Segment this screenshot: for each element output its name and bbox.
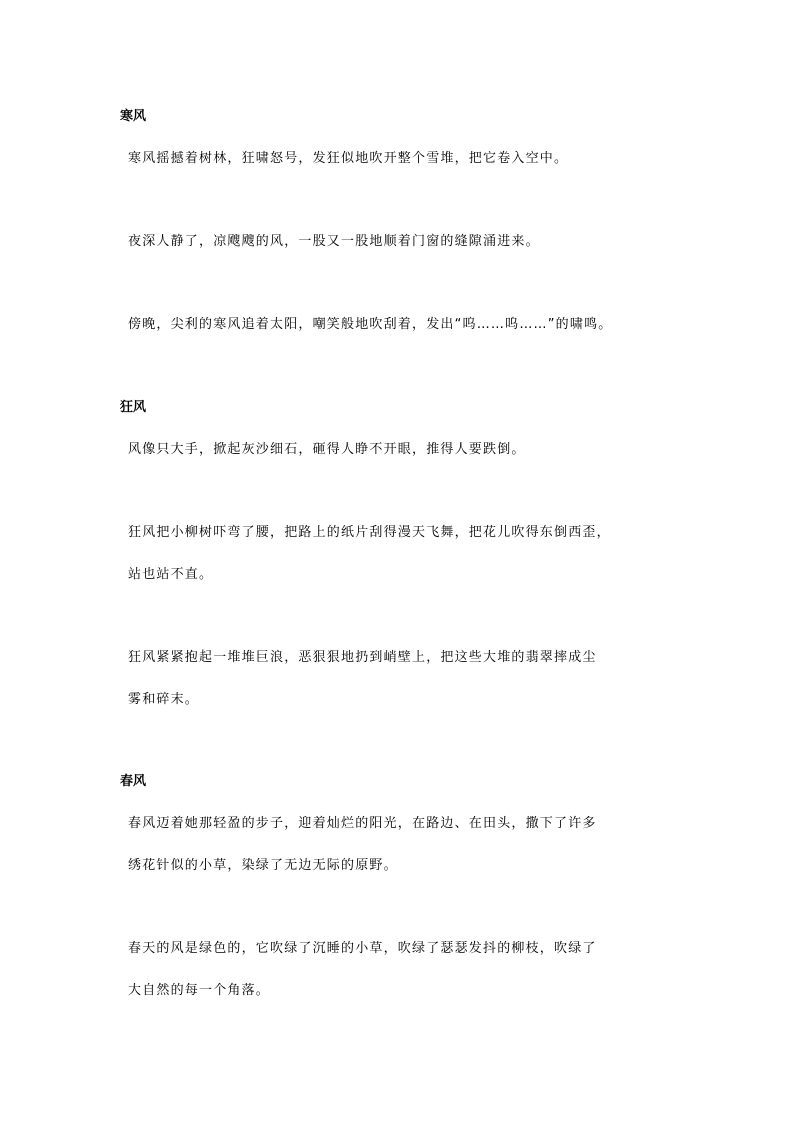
paragraph-line: 大自然的每一个角落。 (128, 983, 271, 998)
section-title-cold-wind: 寒风 (120, 109, 147, 124)
paragraph-line: 站也站不直。 (128, 567, 214, 582)
paragraph-line: 春风迈着她那轻盈的步子，迎着灿烂的阳光，在路边、在田头，撒下了许多 (128, 816, 597, 831)
paragraph-line: 风像只大手，掀起灰沙细石，砸得人睁不开眼，推得人要跌倒。 (128, 442, 526, 457)
paragraph-line: 狂风紧紧抱起一堆堆巨浪，恶狠狠地扔到峭壁上，把这些大堆的翡翠摔成尘 (128, 650, 597, 665)
section-title-gale: 狂风 (120, 400, 147, 415)
paragraph-line: 夜深人静了，凉飕飕的风，一股又一股地顺着门窗的缝隙涌进来。 (128, 234, 540, 249)
paragraph-line: 傍晚，尖利的寒风追着太阳，嘲笑般地吹刮着，发出“呜……呜……”的啸鸣。 (128, 317, 613, 332)
paragraph-line: 春天的风是绿色的，它吹绿了沉睡的小草，吹绿了瑟瑟发抖的柳枝，吹绿了 (128, 941, 597, 956)
section-title-spring-wind: 春风 (120, 774, 147, 789)
paragraph-line: 绣花针似的小草，染绿了无边无际的原野。 (128, 858, 398, 873)
paragraph-line: 寒风摇撼着树林，狂啸怒号，发狂似地吹开整个雪堆，把它卷入空中。 (128, 151, 569, 166)
paragraph-line: 雾和碎末。 (128, 692, 200, 707)
paragraph-line: 狂风把小柳树吓弯了腰，把路上的纸片刮得漫天飞舞，把花儿吹得东倒西歪， (128, 525, 611, 540)
